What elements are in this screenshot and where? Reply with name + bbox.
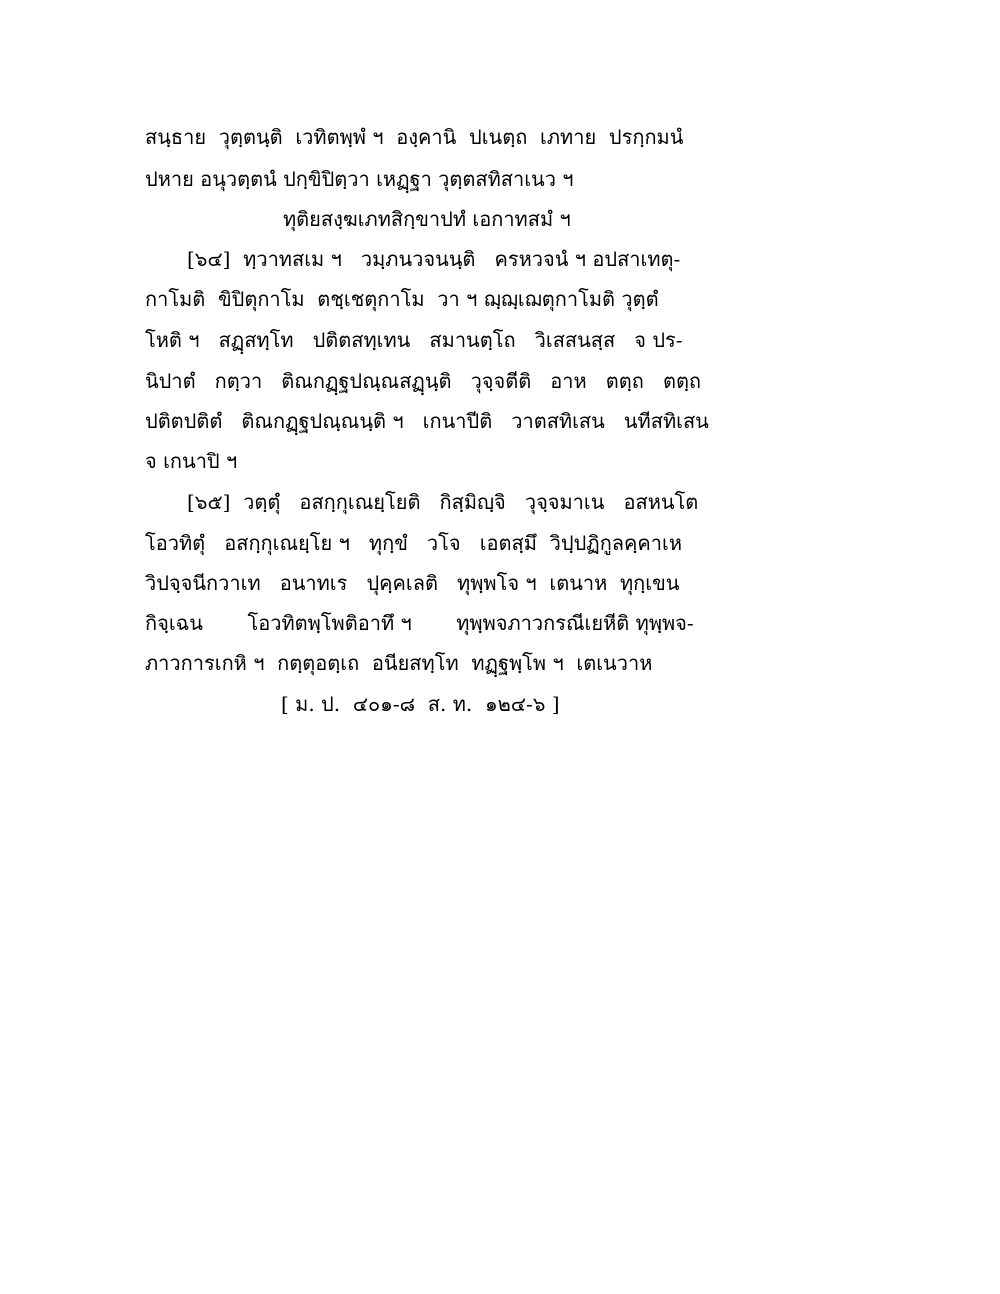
- paragraph-64-line-1: [๖๔] ทฺวาทสเม ฯ วมฺภนวจนนฺติ ครหวจนํ ฯ อปสาเทตุ-: [187, 247, 681, 271]
- paragraph-1-line-1: สนฺธาย วุตฺตนฺติ เวทิตพฺพํ ฯ องฺคานิ ปเนตฺถ เภทาย ปรกฺกมนํ: [145, 125, 684, 149]
- paragraph-65-line-2: โอวทิตุํ อสกฺกุเณยฺโย ฯ ทุกฺขํ วโจ เอตสฺมึ วิปฺปฏิกูลคฺคาเห: [145, 531, 683, 555]
- paragraph-65-line-4: กิจฺเฉน โอวทิตพฺโพติอาทึ ฯ ทุพฺพจภาวกรณีเยหีติ ทุพฺพจ-: [145, 611, 694, 635]
- paragraph-65-line-3: วิปจฺจนีกวาเท อนาทเร ปุคฺคเลติ ทุพฺพโจ ฯ เตนาห ทุกฺเขน: [145, 571, 680, 595]
- paragraph-1-line-2: ปหาย อนุวตฺตนํ ปกฺขิปิตฺวา เหฏฺฐา วุตฺตสทิสาเนว ฯ: [145, 167, 574, 191]
- paragraph-64-line-2: กาโมติ ขิปิตุกาโม ตชฺเชตุกาโม วา ฯ ฌฺฌฺเฌตุกาโมติ วุตฺตํ: [145, 287, 659, 311]
- section-end-title: ทุติยสงฺฆเภทสิกฺขาปทํ เอกาทสมํ ฯ: [283, 207, 571, 231]
- paragraph-64-line-4: นิปาตํ กตฺวา ติณกฏฺฐปณฺณสฏฺนฺติ วุจฺจตีติ อาห ตตฺถ ตตฺถ: [145, 369, 702, 393]
- paragraph-65-line-1: [๖๕] วตฺตุํ อสกฺกุเณยฺโยติ กิสฺมิญฺจิ วุจฺจมาเน อสหนโต: [187, 490, 699, 514]
- paragraph-64-line-3: โหติ ฯ สฏฺสทฺโท ปติตสทฺเทน สมานตฺโถ วิเสสนสฺส จ ปร-: [145, 328, 683, 352]
- paragraph-64-line-6: จ เกนาปิ ฯ: [145, 449, 238, 473]
- reference-line: [ ม. ป. ๔๐๑-๘ ส. ท. ๑๒๔-๖ ]: [281, 692, 560, 716]
- paragraph-64-line-5: ปติตปติตํ ติณกฏฺฐปณฺณนฺติ ฯ เกนาปีติ วาตสทิเสน นทีสทิเสน: [145, 409, 709, 433]
- paragraph-65-line-5: ภาวการเกหิ ฯ กตฺตุอตฺเถ อนียสทฺโท ทฏฺฐพฺโพ ฯ เตเนวาห: [145, 651, 653, 675]
